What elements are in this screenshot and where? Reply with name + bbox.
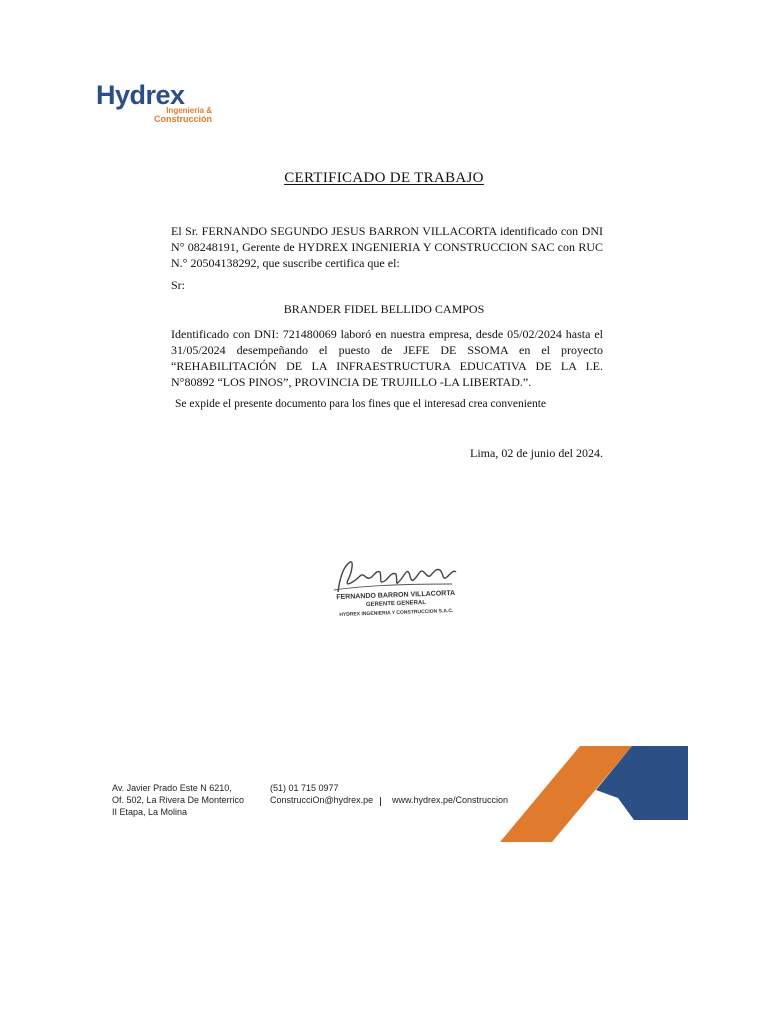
signature-block: [330, 558, 460, 626]
salutation: Sr:: [171, 278, 186, 292]
address-line3: II Etapa, La Molina: [112, 807, 188, 817]
address-line2: Of. 502, La Rivera De Monterrico: [112, 795, 245, 805]
place-date: Lima, 02 de junio del 2024.: [470, 446, 603, 460]
signature-role: GERENTE GENERAL: [365, 599, 427, 609]
footer-email[interactable]: ConstrucciOn@hydrex.pe: [270, 795, 374, 805]
intro-paragraph: El Sr. FERNANDO SEGUNDO JESUS BARRON VILLACORTA identificado con DNI N° 08248191, Gerente de HYDREX INGENIERIA Y CONSTRUCCION SAC con RUC N.° 20504138292, que suscribe certifica que el:: [171, 224, 603, 270]
footer-phone: (51) 01 715 0977: [270, 783, 339, 793]
logo-subtitle-line1: Ingeniería &: [166, 106, 212, 115]
signature-name: FERNANDO BARRON VILLACORTA: [336, 589, 456, 602]
footer-web[interactable]: www.hydrex.pe/Construccion: [392, 795, 509, 805]
employee-name: BRANDER FIDEL BELLIDO CAMPOS: [283, 302, 485, 316]
footer-brand-shape: [500, 746, 688, 842]
company-logo: [96, 80, 226, 130]
document-title: CERTIFICADO DE TRABAJO: [284, 170, 484, 186]
logo-subtitle-line2: Construcción: [153, 114, 212, 124]
address-line1: Av. Javier Prado Este N 6210,: [112, 783, 232, 793]
body-paragraph: Identificado con DNI: 721480069 laboró en nuestra empresa, desde 05/02/2024 hasta el 31/05/2024 desempeñando el puesto de JEFE DE SSOMA en el proyecto “REHABILITACIÓN DE LA INFRAESTRUCTURA EDUCATIVA DE LA I.E. N°80892 “LOS PINOS”, PROVINCIA DE TRUJILLO -LA LIBERTAD.”.: [171, 327, 603, 389]
closing-sentence: Se expide el presente documento para los fines que el interesad crea conveniente: [175, 398, 547, 410]
footer-address: [112, 782, 244, 818]
signature-company: HYDREX INGENIERIA Y CONSTRUCCION S.A.C.: [339, 608, 454, 618]
footer-contact: [270, 782, 373, 806]
logo-brand-text: Hydrex: [96, 80, 185, 110]
signature-caption: [334, 589, 459, 620]
footer-divider: [380, 797, 381, 806]
logo-subtitle: [146, 106, 212, 124]
